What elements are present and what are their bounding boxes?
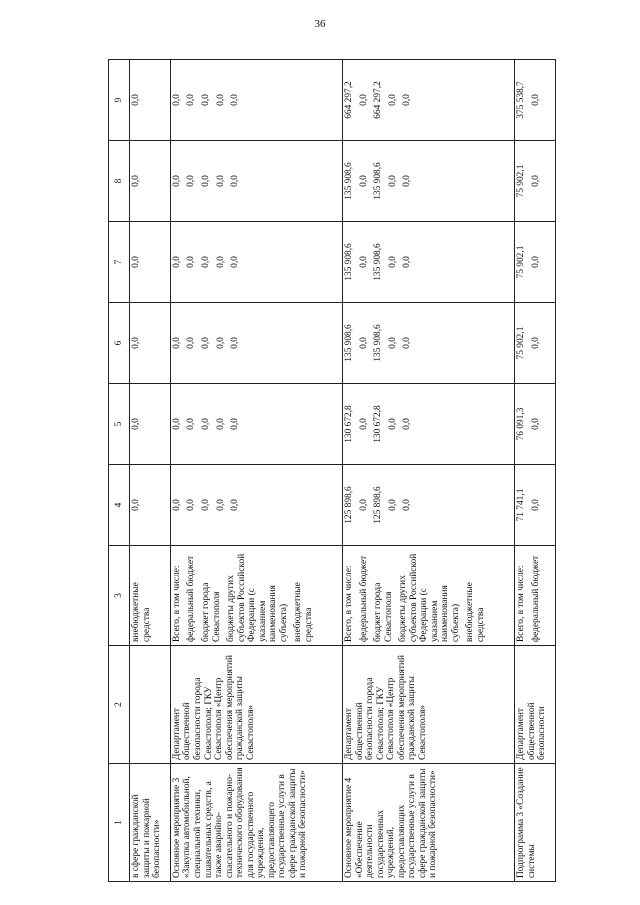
funding-value: 0,0 xyxy=(215,418,226,430)
row-responsible-executor xyxy=(130,646,171,764)
row-program-name: Основное мероприятие 4 «Обеспечение деятельности государственных учреждений, предоставляющих государственные услуги в сфере гражданской защиты и пожарной безопасности» xyxy=(342,764,514,882)
funding-value: 0,0 xyxy=(387,94,398,106)
table-row xyxy=(170,60,342,882)
funding-value: 0,0 xyxy=(201,94,211,106)
funding-value: 0,0 xyxy=(186,256,197,268)
funding-value: 0,0 xyxy=(530,256,541,268)
funding-value: 0,0 xyxy=(171,94,182,106)
funding-value: 0,0 xyxy=(530,94,541,106)
funding-value: 0,0 xyxy=(530,337,541,349)
header-col-2: 2 xyxy=(109,646,130,764)
value-cell-col-4 xyxy=(170,465,342,546)
funding-value: 0,0 xyxy=(402,418,413,430)
funding-value: 0,0 xyxy=(230,94,241,106)
value-cell-col-9 xyxy=(170,60,342,141)
funding-value: 130 672,8 xyxy=(373,405,384,443)
header-col-9: 9 xyxy=(109,60,130,141)
value-cell-col-8 xyxy=(170,141,342,222)
funding-value: 0,0 xyxy=(186,499,197,511)
value-cell-col-9 xyxy=(515,60,556,141)
funding-source-label: внебюджетные средства xyxy=(293,582,314,642)
row-program-name: в сфере гражданской защиты и пожарной безопасности» xyxy=(130,764,171,882)
value-cell-col-9 xyxy=(342,60,514,141)
funding-value: 0,0 xyxy=(186,337,197,349)
funding-value: 0,0 xyxy=(402,499,413,511)
funding-value: 0,0 xyxy=(131,175,141,187)
funding-source-label: бюджеты других субъектов Российской Федерации (с указанием наименования субъекта) xyxy=(398,553,461,642)
header-col-3: 3 xyxy=(109,546,130,646)
funding-value: 0,0 xyxy=(201,256,211,268)
funding-value: 0,0 xyxy=(131,418,141,430)
row-funding-sources xyxy=(342,546,514,646)
table-header xyxy=(109,60,130,882)
header-col-4: 4 xyxy=(109,465,130,546)
funding-value: 0,0 xyxy=(402,256,413,268)
value-cell-col-7 xyxy=(515,222,556,303)
funding-value: 0,0 xyxy=(186,94,197,106)
funding-value: 0,0 xyxy=(230,256,241,268)
funding-value: 0,0 xyxy=(171,175,182,187)
funding-source-label: Всего, в том числе: xyxy=(171,565,182,642)
row-funding-sources xyxy=(170,546,342,646)
value-cell-col-8 xyxy=(515,141,556,222)
funding-value: 0,0 xyxy=(215,175,226,187)
value-cell-col-6 xyxy=(130,303,171,384)
value-cell-col-7 xyxy=(170,222,342,303)
row-funding-sources xyxy=(130,546,171,646)
value-cell-col-6 xyxy=(342,303,514,384)
header-col-5: 5 xyxy=(109,384,130,465)
value-cell-col-5 xyxy=(130,384,171,465)
funding-value: 0,0 xyxy=(530,418,541,430)
funding-value: 375 538,7 xyxy=(516,81,527,119)
table-row xyxy=(342,60,514,882)
value-cell-col-7 xyxy=(342,222,514,303)
funding-value: 0,0 xyxy=(215,94,226,106)
funding-source-label: внебюджетные средства xyxy=(131,582,152,642)
funding-value: 0,0 xyxy=(358,175,369,187)
funding-value: 0,0 xyxy=(131,256,141,268)
rotated-table-container xyxy=(108,60,556,882)
row-funding-sources xyxy=(515,546,556,646)
header-col-6: 6 xyxy=(109,303,130,384)
table-rotation-frame xyxy=(108,60,556,882)
funding-value: 0,0 xyxy=(186,175,197,187)
value-cell-col-5 xyxy=(170,384,342,465)
header-col-1: 1 xyxy=(109,764,130,882)
funding-value: 0,0 xyxy=(530,175,541,187)
funding-value: 0,0 xyxy=(387,499,398,511)
funding-value: 0,0 xyxy=(201,175,211,187)
funding-value: 75 902,1 xyxy=(516,326,527,360)
funding-source-label: Всего, в том числе: xyxy=(516,565,527,642)
funding-value: 0,0 xyxy=(358,256,369,268)
funding-value: 125 898,6 xyxy=(373,486,384,524)
funding-value: 0,0 xyxy=(131,337,141,349)
funding-value: 0,0 xyxy=(387,418,398,430)
funding-value: 0,0 xyxy=(171,337,182,349)
row-responsible-executor: Департамент общественной безопасности города Севастополя; ГКУ Севастополя «Центр обеспечения мероприятий гражданской защиты Севастополя» xyxy=(342,646,514,764)
funding-value: 125 898,6 xyxy=(343,486,354,524)
funding-value: 0,0 xyxy=(215,337,226,349)
funding-value: 0,0 xyxy=(131,499,141,511)
funding-source-label: федеральный бюджет xyxy=(186,555,197,642)
funding-value: 0,0 xyxy=(230,337,241,349)
value-cell-col-7 xyxy=(130,222,171,303)
funding-value: 0,0 xyxy=(358,418,369,430)
funding-value: 75 902,1 xyxy=(516,245,527,279)
value-cell-col-6 xyxy=(515,303,556,384)
funding-value: 71 741,1 xyxy=(516,488,527,522)
funding-value: 135 908,6 xyxy=(373,162,384,200)
funding-value: 0,0 xyxy=(201,337,211,349)
value-cell-col-6 xyxy=(170,303,342,384)
funding-value: 76 091,3 xyxy=(516,407,527,441)
funding-value: 0,0 xyxy=(387,175,398,187)
funding-value: 0,0 xyxy=(201,418,211,430)
row-program-name: Подпрограмма 3 «Создание системы xyxy=(515,764,556,882)
funding-value: 0,0 xyxy=(402,94,413,106)
funding-value: 135 908,6 xyxy=(343,162,354,200)
funding-value: 0,0 xyxy=(230,175,241,187)
row-responsible-executor: Департамент общественной безопасности города Севастополя; ГКУ Севастополя «Центр обеспечения мероприятий гражданской защиты Севастополя» xyxy=(170,646,342,764)
header-col-7: 7 xyxy=(109,222,130,303)
funding-value: 0,0 xyxy=(530,499,541,511)
funding-value: 0,0 xyxy=(171,418,182,430)
funding-value: 135 908,6 xyxy=(343,243,354,281)
funding-source-label: бюджеты других субъектов Российской Федерации (с указанием наименования субъекта) xyxy=(226,553,289,642)
row-responsible-executor: Департамент общественной безопасности xyxy=(515,646,556,764)
value-cell-col-8 xyxy=(342,141,514,222)
funding-source-label: Всего, в том числе: xyxy=(343,565,354,642)
value-cell-col-4 xyxy=(342,465,514,546)
value-cell-col-8 xyxy=(130,141,171,222)
funding-value: 0,0 xyxy=(215,256,226,268)
header-row xyxy=(109,60,130,882)
funding-value: 0,0 xyxy=(402,175,413,187)
funding-value: 664 297,2 xyxy=(343,81,354,119)
page-number: 36 xyxy=(314,18,326,30)
funding-value: 0,0 xyxy=(215,499,226,511)
row-program-name: Основное мероприятие 3 «Закупка автомобильной, специальной техники, плавательных средств, а также аварийно-спасательного и пожарно-технического оборудования для государственного учреждения, предоставляющего государственные услуги в сфере гражданской защиты и пожарной безопасности» xyxy=(170,764,342,882)
funding-value: 0,0 xyxy=(201,499,211,511)
funding-source-label: бюджет города Севастополя xyxy=(373,582,394,642)
funding-value: 0,0 xyxy=(358,337,369,349)
funding-source-label: внебюджетные средства xyxy=(465,582,486,642)
funding-value: 0,0 xyxy=(358,94,369,106)
funding-value: 0,0 xyxy=(387,256,398,268)
budget-table xyxy=(108,59,556,882)
funding-value: 130 672,8 xyxy=(343,405,354,443)
funding-value: 0,0 xyxy=(402,337,413,349)
value-cell-col-5 xyxy=(515,384,556,465)
funding-value: 0,0 xyxy=(230,499,241,511)
funding-value: 135 908,6 xyxy=(373,324,384,362)
funding-value: 0,0 xyxy=(387,337,398,349)
funding-value: 135 908,6 xyxy=(343,324,354,362)
funding-value: 0,0 xyxy=(230,418,241,430)
funding-value: 0,0 xyxy=(186,418,197,430)
header-col-8: 8 xyxy=(109,141,130,222)
value-cell-col-4 xyxy=(515,465,556,546)
funding-source-label: бюджет города Севастополя xyxy=(201,582,222,642)
funding-value: 0,0 xyxy=(171,499,182,511)
table-body xyxy=(130,60,556,882)
funding-value: 75 902,1 xyxy=(516,164,527,198)
value-cell-col-4 xyxy=(130,465,171,546)
table-row xyxy=(130,60,171,882)
value-cell-col-5 xyxy=(342,384,514,465)
table-row xyxy=(515,60,556,882)
funding-source-label: федеральный бюджет xyxy=(530,555,541,642)
funding-value: 664 297,2 xyxy=(373,81,384,119)
funding-value: 0,0 xyxy=(358,499,369,511)
funding-value: 0,0 xyxy=(131,94,141,106)
funding-value: 0,0 xyxy=(171,256,182,268)
funding-source-label: федеральный бюджет xyxy=(358,555,369,642)
funding-value: 135 908,6 xyxy=(373,243,384,281)
value-cell-col-9 xyxy=(130,60,171,141)
